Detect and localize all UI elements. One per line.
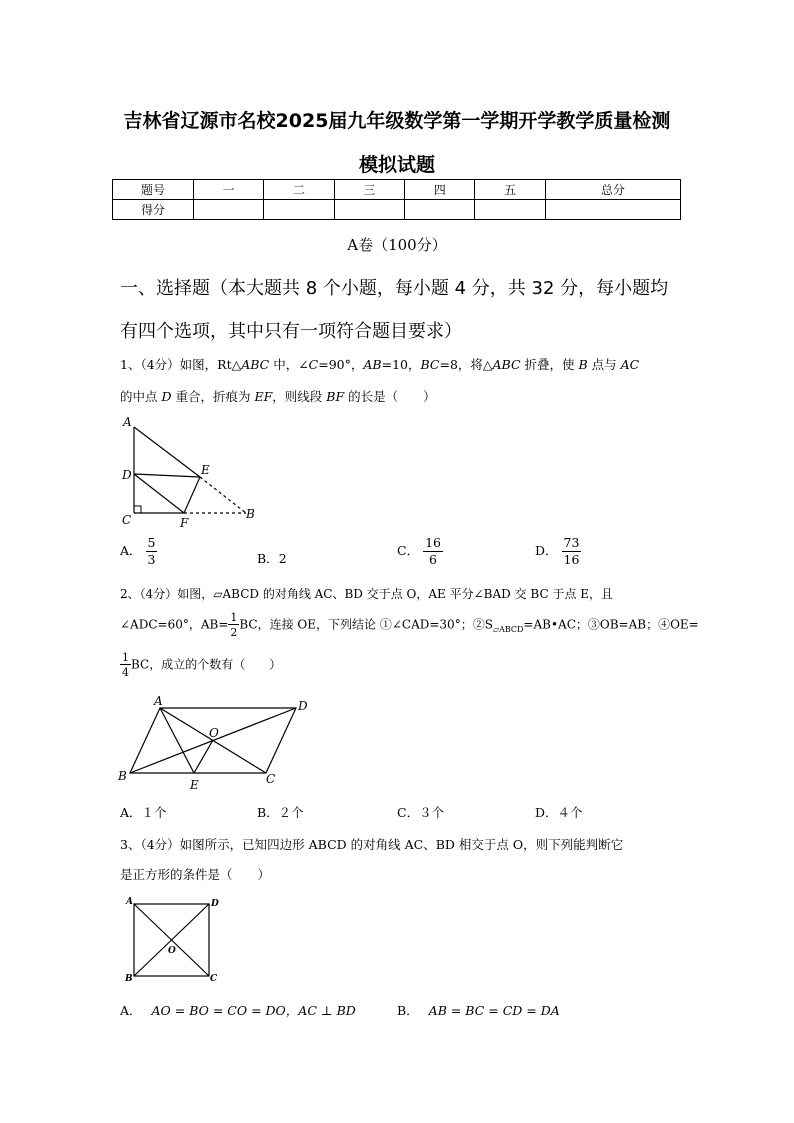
part1-heading: 一、选择题（本大题共 8 个小题，每小题 4 分，共 32 分，每小题均 [120,278,669,299]
q1-text: AB [363,357,382,372]
q1-text: AC [620,357,640,372]
q2-option-b[interactable]: B．２个 [257,805,304,820]
q2-option-d[interactable]: D．４个 [535,805,583,820]
score-header-cell: 五 [475,180,545,200]
q1-line2 [120,387,436,405]
q2-label-a: A [154,694,163,708]
option-text: 2 [278,551,287,566]
q3-label-b: B [125,974,133,984]
q1-text: 的长是（ ） [344,389,436,404]
q1-side-ae [134,427,200,477]
q1-figure [118,412,268,530]
q1-text: 的中点 [120,389,162,404]
q2-text: ∠ADC=60°，AB= [120,617,229,632]
q1-option-d[interactable] [535,537,581,566]
score-cell [334,200,404,220]
q2-text: BC，连接 OE，下列结论 ①∠CAD=30°；②S [239,617,493,632]
q1-text: 折叠，使 [520,357,579,372]
q2-segment-oe [194,740,213,773]
q2-label-b: B [118,769,127,783]
q1-label-e: E [201,463,210,477]
q1-text: =8，将△ [439,357,493,372]
score-header-cell: 总分 [545,180,680,200]
q1-option-b[interactable] [257,549,287,567]
fraction-numerator: 1 [122,651,129,664]
q1-label-d: D [122,468,132,482]
q1-text: △ABC [231,357,270,372]
option-label: A． [120,1003,142,1018]
q1-dashed-eb [200,477,246,513]
score-header-cell: 一 [194,180,264,200]
fraction-denominator: 4 [122,666,129,679]
score-header-cell: 四 [405,180,475,200]
q2-label-c: C [266,772,276,786]
q1-text: ，则线段 [272,389,327,404]
q1-right-angle-mark [134,506,141,513]
q1-text: 点与 [587,357,621,372]
page-title: 吉林省辽源市名校2025届九年级数学第一学期开学教学质量检测 [123,110,671,132]
fraction-denominator: 6 [429,551,437,567]
q1-text: B [578,357,588,372]
score-cell [475,200,545,220]
q2-label-o: O [209,726,219,740]
q1-label-c: C [122,513,132,527]
q1-text: ∠C [298,357,319,372]
q2-label-d: D [298,699,308,713]
score-header-cell: 题号 [113,180,194,200]
score-cell [405,200,475,220]
q1-text: EF [254,389,273,404]
score-header-cell: 三 [334,180,404,200]
q1-text: ABC [492,357,521,372]
option-label: D． [535,543,558,558]
q3-label-a: A [126,897,133,907]
q1-text: BC [420,357,440,372]
q3-line1: 3、（4分）如图所示，已知四边形 ABCD 的对角线 AC、BD 相交于点 O，则下列能判断它 [120,837,624,852]
fraction-denominator: 3 [147,551,156,567]
score-cell [545,200,680,220]
q1-option-c[interactable] [397,537,443,566]
option-label: B． [397,1003,419,1018]
q1-text: 重合，折痕为 [171,389,255,404]
q2-line3 [120,652,281,678]
score-header-cell: 二 [264,180,334,200]
fraction-numerator: 1 [230,611,238,624]
option-text: AO = BO = CO = DO，AC ⊥ BD [151,1003,356,1018]
q3-label-c: C [210,974,218,984]
page-title-line2: 模拟试题 [358,154,435,176]
q2-option-c[interactable]: C．３个 [397,805,445,820]
q1-text: Rt [217,357,232,372]
score-table-score-row [113,200,681,220]
q2-figure [116,693,316,793]
fraction-numerator: 73 [563,535,580,550]
q1-segment-de [134,474,200,477]
option-label: B． [257,551,279,566]
score-table [112,179,681,220]
q1-text: D [161,389,172,404]
q1-label-a: A [123,415,132,429]
q3-option-b[interactable] [397,1001,560,1019]
q1-text: =10， [381,357,421,372]
q3-option-a[interactable] [120,1001,356,1019]
q1-option-a[interactable] [120,537,157,566]
fraction-numerator: 16 [425,535,441,550]
q1-text: 中， [269,357,299,372]
q2-subscript: ▱ABCD [492,624,524,634]
q3-label-d: D [211,899,219,909]
q3-label-o: O [168,946,176,956]
fraction-denominator: 16 [563,551,580,567]
q1-line1 [120,355,639,373]
option-label: C． [397,543,420,558]
q1-text: BF [326,389,345,404]
score-row-label: 得分 [113,200,194,220]
q1-number: 1、（4分）如图， [120,357,218,372]
option-label: A． [120,543,142,558]
part1-heading-line2: 有四个选项，其中只有一项符合题目要求） [120,321,462,342]
fraction-denominator: 2 [230,626,238,639]
q2-text: =AB•AC；③OB=AB；④OE= [523,617,699,632]
q3-figure [122,895,222,985]
section-a-heading: A卷（100分） [347,236,447,254]
q2-text: BC，成立的个数有（ ） [131,657,282,672]
q1-text: =90°， [318,357,364,372]
q1-label-f: F [180,516,189,530]
q2-option-a[interactable]: A．１个 [120,805,167,820]
q2-line2 [120,612,699,638]
q2-label-e: E [190,778,199,792]
q1-crease-ef [184,477,200,513]
score-cell [264,200,334,220]
q1-label-b: B [246,507,255,521]
fraction-numerator: 5 [147,535,156,550]
score-cell [194,200,264,220]
q2-line1: 2、（4分）如图，▱ABCD 的对角线 AC、BD 交于点 O，AE 平分∠BAD 交 BC 于点 E，且 [120,587,614,601]
score-table-header-row [113,180,681,200]
q3-line2: 是正方形的条件是（ ） [120,867,271,882]
option-text: AB = BC = CD = DA [428,1003,560,1018]
